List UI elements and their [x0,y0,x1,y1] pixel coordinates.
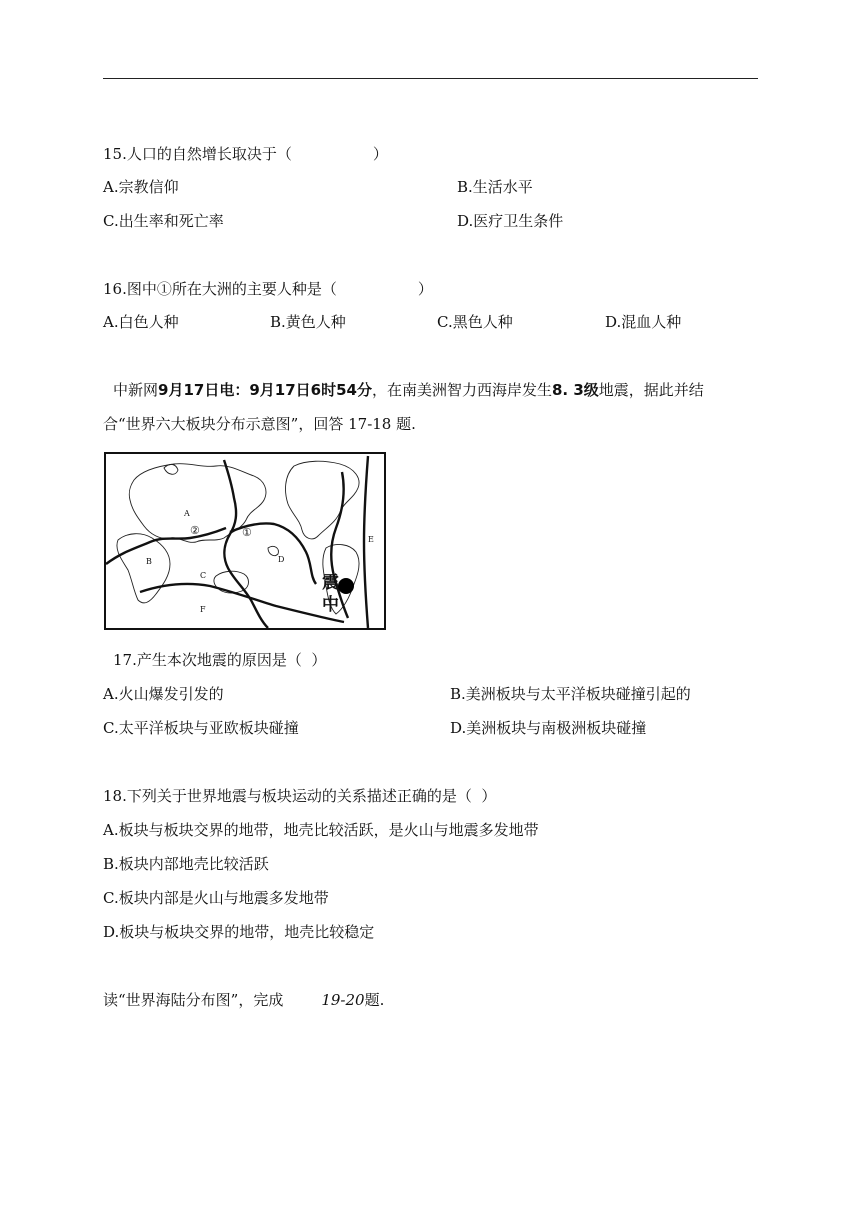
q15-stem: 15.人口的自然增长取决于（ ） [103,145,388,163]
q17-option-a: A.火山爆发引发的 [103,685,224,703]
q18-stem: 18.下列关于世界地震与板块运动的关系描述正确的是（ ） [103,787,497,805]
plate-label-f: F [200,605,206,614]
plate-map [104,452,386,630]
q17-option-c: C.太平洋板块与亚欧板块碰撞 [103,719,299,737]
q19-intro [103,990,384,1010]
plate-label-e: E [368,535,374,544]
epicenter-label-2: 中 [322,595,339,615]
intro-text-1: 中新网 [113,381,159,399]
intro-date-time: 9月17日电：9月17日6时54分 [158,381,372,399]
q19-intro-text: 读“世界海陆分布图”，完成 [103,991,284,1009]
intro-line-2: 合“世界六大板块分布示意图”，回答 17-18 题. [103,415,416,433]
epicenter-label-1: 震 [322,573,339,593]
q16-option-c: C.黑色人种 [437,313,513,331]
q18-option-a: A.板块与板块交界的地带，地壳比较活跃，是火山与地震多发地带 [103,821,539,839]
q19-range: 19-20 [321,991,365,1009]
q15-option-d: D.医疗卫生条件 [457,212,564,230]
intro-magnitude: 8. 3级 [551,381,599,399]
q17-stem: 17.产生本次地震的原因是（ ） [113,651,327,669]
q18-option-c: C.板块内部是火山与地震多发地带 [103,889,329,907]
q16-stem: 16.图中①所在大洲的主要人种是（ ） [103,280,433,298]
q16-option-b: B.黄色人种 [270,313,346,331]
epicenter-dot [338,578,354,594]
map-marker-1: ① [242,526,252,539]
q19-intro-end: 题. [364,991,385,1009]
intro-text-3: 地震，据此并结 [598,381,704,399]
plate-label-a: A [184,509,190,518]
q16-option-a: A.白色人种 [103,313,179,331]
plate-label-c: C [200,571,207,580]
plate-label-d: D [278,555,285,564]
q15-option-b: B.生活水平 [457,178,533,196]
q15-option-a: A.宗教信仰 [103,178,179,196]
intro-text-2: ，在南美洲智力西海岸发生 [371,381,552,399]
q17-option-b: B.美洲板块与太平洋板块碰撞引起的 [450,685,691,703]
q18-option-d: D.板块与板块交界的地带，地壳比较稳定 [103,923,375,941]
map-marker-2: ② [190,524,200,537]
q16-option-d: D.混血人种 [605,313,682,331]
plate-label-b: B [146,557,152,566]
q18-option-b: B.板块内部地壳比较活跃 [103,855,269,873]
q15-option-c: C.出生率和死亡率 [103,212,224,230]
header-rule [103,78,758,79]
plate-map-svg [104,452,386,630]
intro-line-1 [113,380,704,400]
q17-option-d: D.美洲板块与南极洲板块碰撞 [450,719,647,737]
